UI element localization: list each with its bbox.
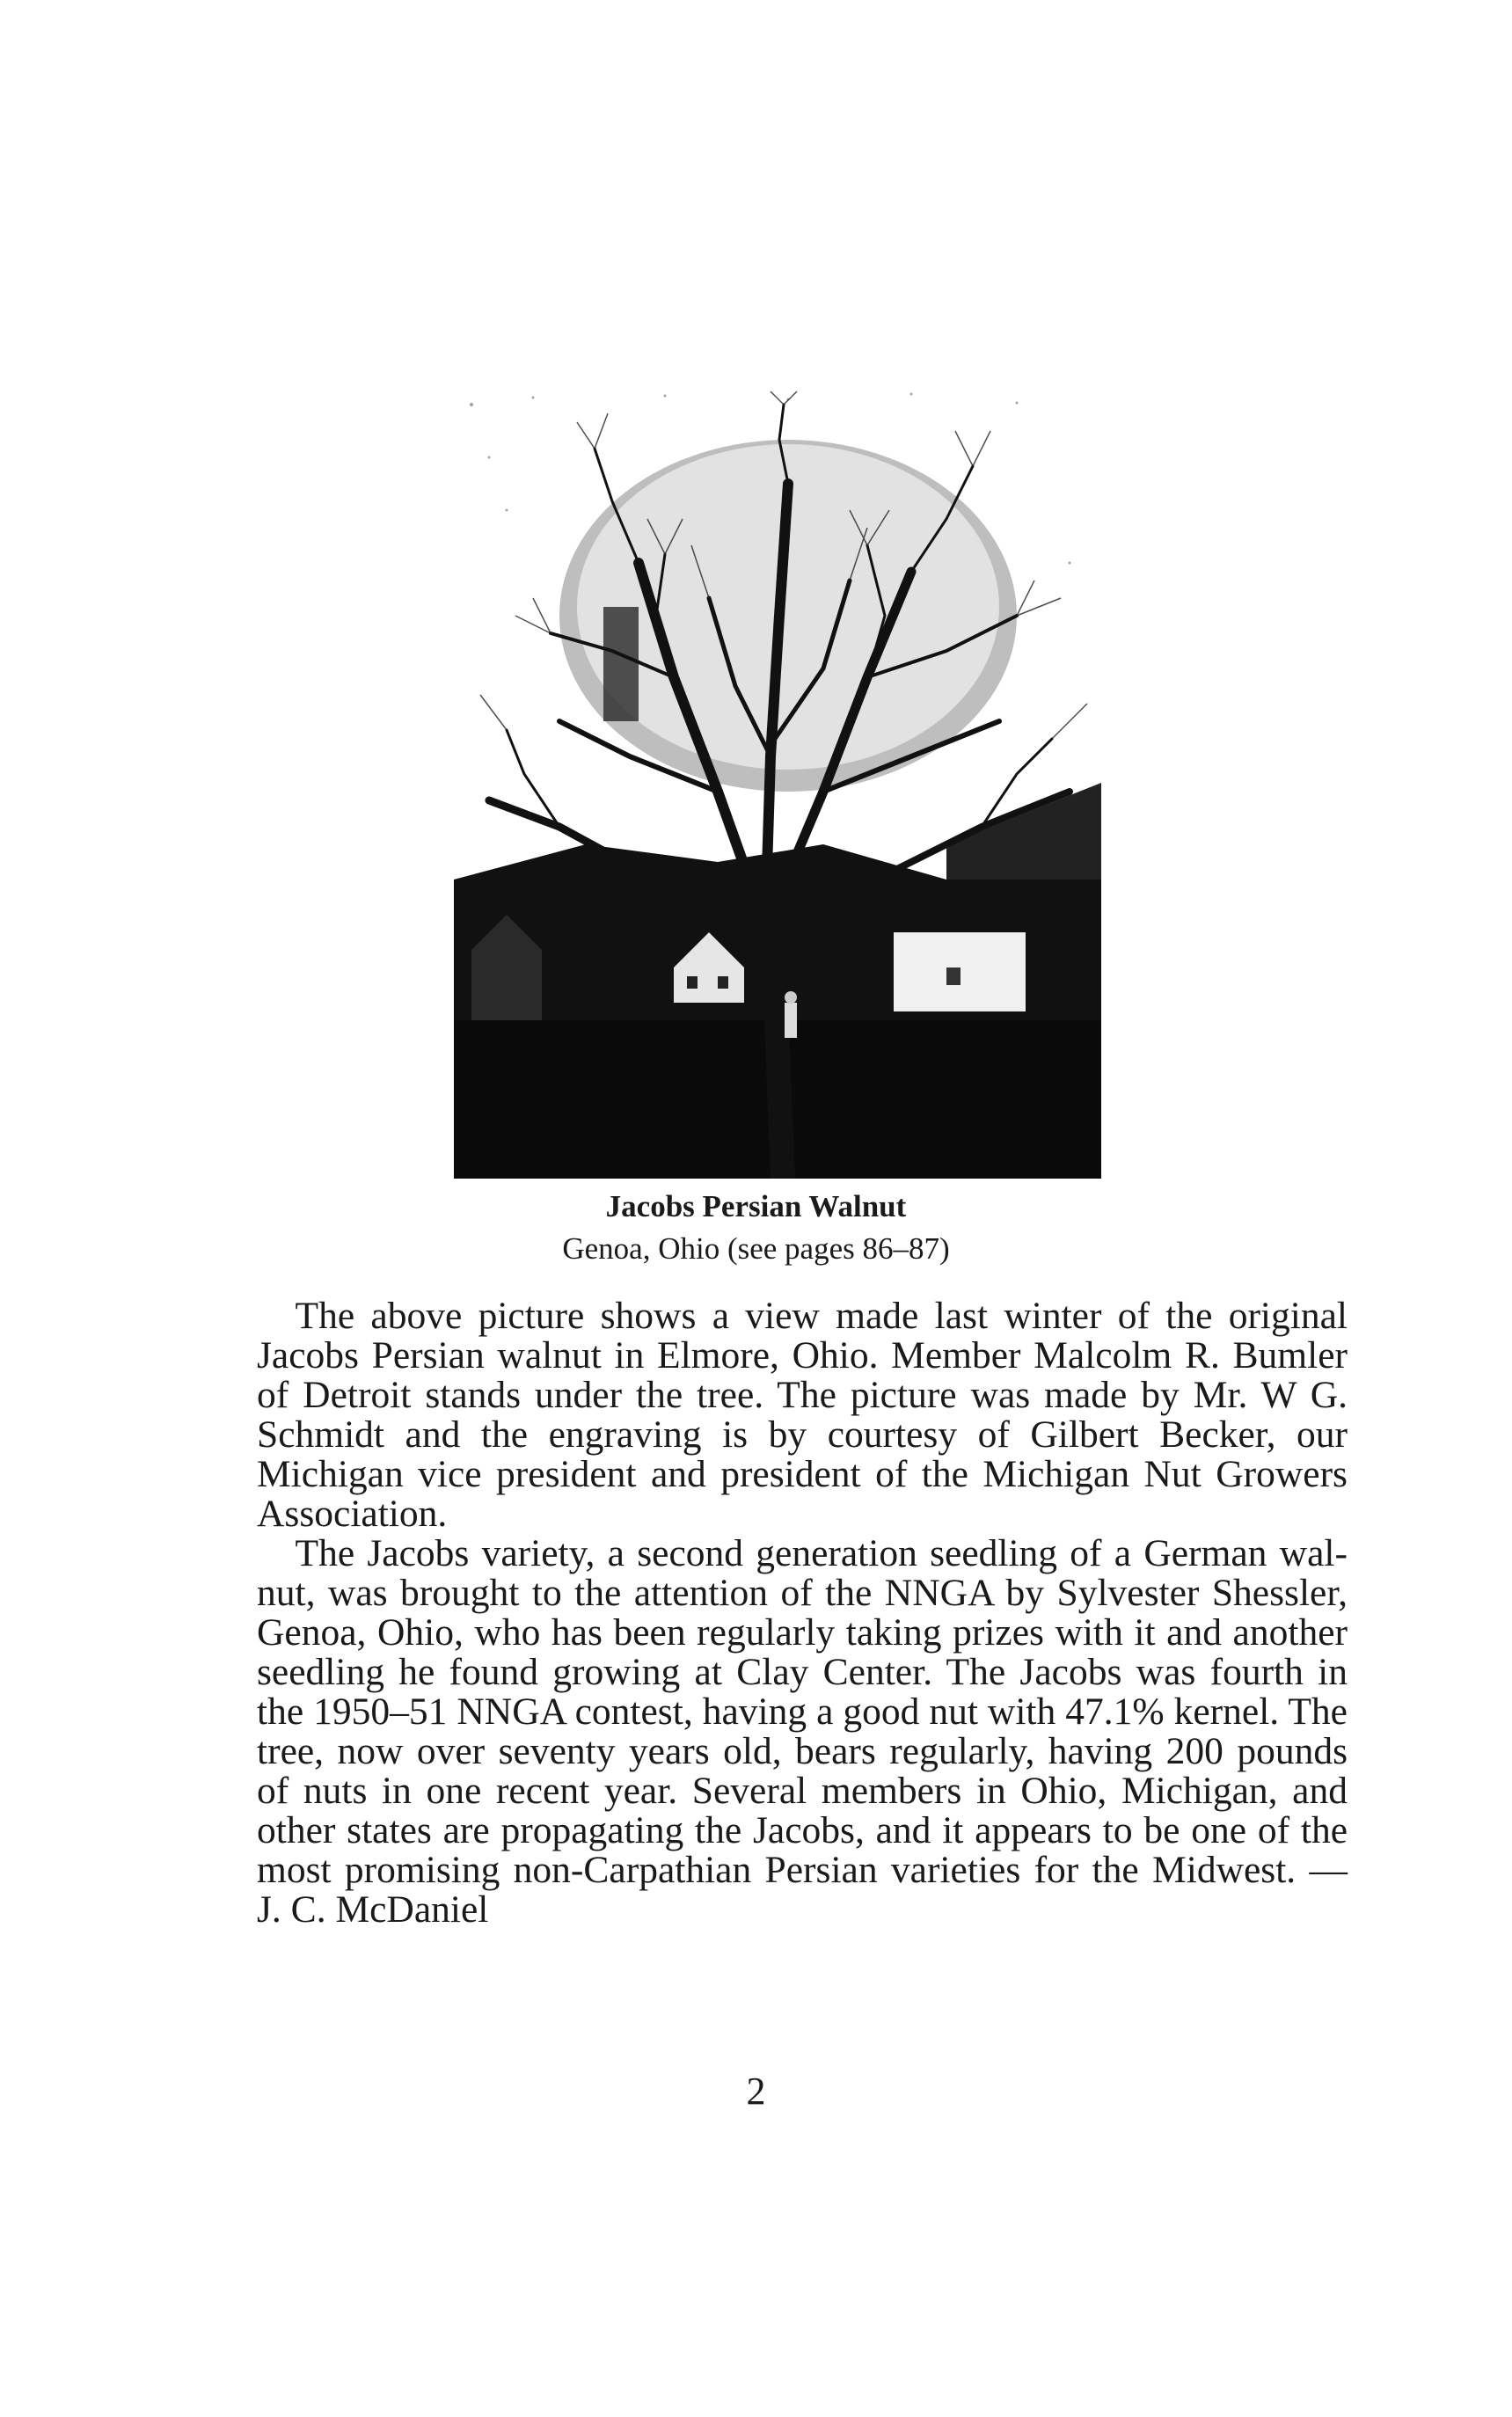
body-paragraph: The above picture shows a view made last winter of the original Jacobs Persian walnut in Elmore, Ohio. Member Malcolm R. Bumler of Detroit stands under the tree. The picture was made by Mr. W G. Schmidt and the engraving is by courtesy of Gilbert Becker, our Michigan vice president and president of the Michigan Nut Growers Association.: [257, 1295, 1348, 1535]
body-paragraph: The Jacobs variety, a second generation seedling of a German walnut, was brought to the attention of the NNGA by Sylvester Shessler, Genoa, Ohio, who has been regularly taking prizes with it and another seedling he found growing at Clay Center. The Jacobs was fourth in the 1950–51 NNGA contest, having a good nut with 47.1% kernel. The tree, now over seventy years old, bears regularly, having 200 pounds of nuts in one recent year. Several members in Ohio, Michigan, and other states are propagating the Jacobs, and it appears to be one of the most promising non-Carpathian Persian varieties for the Midwest. — J. C. McDaniel: [257, 1532, 1348, 1931]
tree-photograph: [454, 387, 1101, 1179]
figure-caption-subtitle: Genoa, Ohio (see pages 86–87): [562, 1231, 950, 1266]
walnut-tree-image: [454, 387, 1101, 1179]
page-number: 2: [746, 2070, 766, 2113]
article-body: [257, 1296, 1348, 1930]
figure-caption-title: Jacobs Persian Walnut: [605, 1189, 907, 1223]
